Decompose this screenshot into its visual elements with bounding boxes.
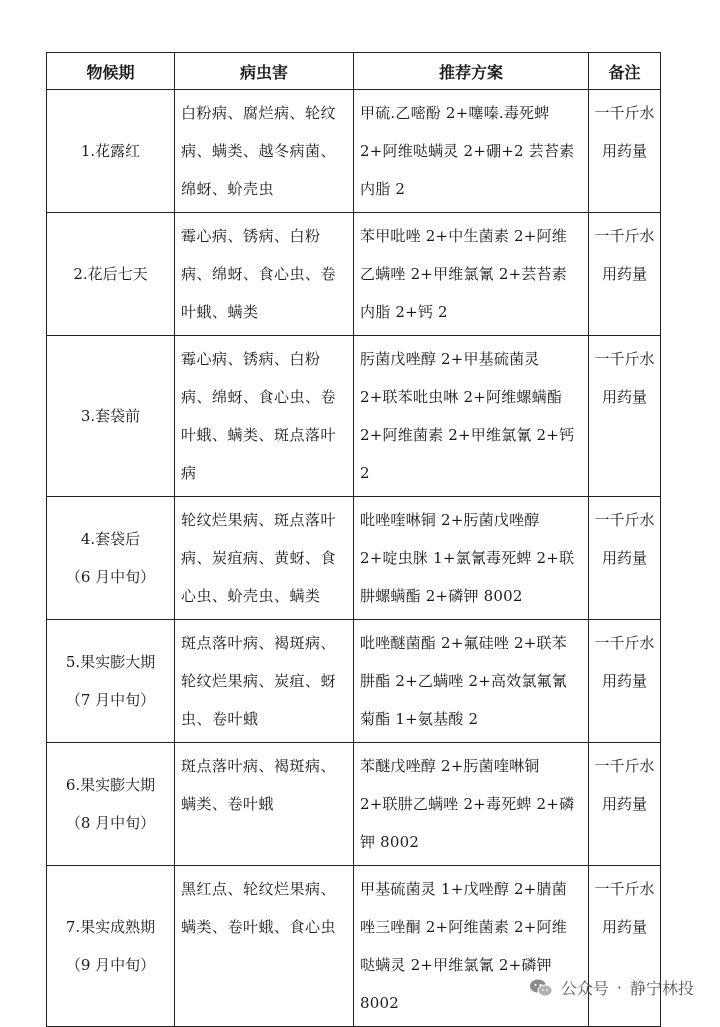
period-label: 7.果实成熟期 xyxy=(65,918,156,936)
period-label: 4.套袋后 xyxy=(80,530,141,548)
table-row xyxy=(47,866,661,1027)
plan-cell: 甲硫.乙嘧酚 2+噻嗪.毒死蜱 2+阿维哒螨灵 2+硼+2 芸苔素内脂 2 xyxy=(354,90,589,213)
table-row xyxy=(47,336,661,497)
note-cell: 一千斤水用药量 xyxy=(589,497,661,620)
period-cell xyxy=(47,213,175,336)
table-row xyxy=(47,743,661,866)
plan-cell: 肟菌戊唑醇 2+甲基硫菌灵 2+联苯吡虫啉 2+阿维螺螨酯 2+阿维菌素 2+甲维氯氰 2+钙 2 xyxy=(354,336,589,497)
table-row xyxy=(47,90,661,213)
plan-cell: 吡唑醚菌酯 2+氟硅唑 2+联苯肼酯 2+乙螨唑 2+高效氯氟氰菊酯 1+氨基酸 2 xyxy=(354,620,589,743)
period-label: 2.花后七天 xyxy=(73,265,148,283)
period-cell xyxy=(47,90,175,213)
plan-cell: 苯甲吡唑 2+中生菌素 2+阿维乙螨唑 2+甲维氯氰 2+芸苔素内脂 2+钙 2 xyxy=(354,213,589,336)
pests-cell: 黑红点、轮纹烂果病、螨类、卷叶蛾、食心虫 xyxy=(175,866,354,1027)
period-cell xyxy=(47,743,175,866)
table-row xyxy=(47,213,661,336)
watermark-account-name: 静宁林投 xyxy=(629,979,694,998)
note-cell: 一千斤水用药量 xyxy=(589,743,661,866)
period-date: （9 月中旬） xyxy=(65,956,156,974)
watermark-separator: · xyxy=(616,978,622,997)
table-row xyxy=(47,620,661,743)
period-cell xyxy=(47,336,175,497)
header-plan: 推荐方案 xyxy=(354,53,589,90)
pest-control-table-container xyxy=(46,52,660,1027)
period-date: （8 月中旬） xyxy=(65,814,156,832)
pest-control-table xyxy=(46,52,661,1027)
period-date: （7 月中旬） xyxy=(65,691,156,709)
note-cell: 一千斤水用药量 xyxy=(589,866,661,1027)
plan-cell: 苯醚戊唑醇 2+肟菌喹啉铜 2+联肼乙螨唑 2+毒死蜱 2+磷钾 8002 xyxy=(354,743,589,866)
period-label: 3.套袋前 xyxy=(80,407,141,425)
plan-cell: 吡唑喹啉铜 2+肟菌戊唑醇 2+啶虫脒 1+氯氰毒死蜱 2+联肼螺螨酯 2+磷钾 8002 xyxy=(354,497,589,620)
wechat-watermark xyxy=(529,976,694,999)
period-cell xyxy=(47,497,175,620)
note-cell: 一千斤水用药量 xyxy=(589,90,661,213)
table-header-row xyxy=(47,53,661,90)
note-cell: 一千斤水用药量 xyxy=(589,336,661,497)
watermark-account-type: 公众号 xyxy=(560,979,609,998)
period-label: 5.果实膨大期 xyxy=(65,653,156,671)
header-note: 备注 xyxy=(589,53,661,90)
note-cell: 一千斤水用药量 xyxy=(589,213,661,336)
pests-cell: 白粉病、腐烂病、轮纹病、螨类、越冬病菌、绵蚜、蚧壳虫 xyxy=(175,90,354,213)
table-row xyxy=(47,497,661,620)
pests-cell: 斑点落叶病、褐斑病、螨类、卷叶蛾 xyxy=(175,743,354,866)
plan-cell: 甲基硫菌灵 1+戊唑醇 2+腈菌唑三唑酮 2+阿维菌素 2+阿维哒螨灵 2+甲维氯氰 2+磷钾 8002 xyxy=(354,866,589,1027)
pests-cell: 轮纹烂果病、斑点落叶病、炭疽病、黄蚜、食心虫、蚧壳虫、螨类 xyxy=(175,497,354,620)
header-period: 物候期 xyxy=(47,53,175,90)
pests-cell: 霉心病、锈病、白粉病、绵蚜、食心虫、卷叶蛾、螨类、斑点落叶病 xyxy=(175,336,354,497)
pests-cell: 霉心病、锈病、白粉病、绵蚜、食心虫、卷叶蛾、螨类 xyxy=(175,213,354,336)
period-date: （6 月中旬） xyxy=(65,568,156,586)
period-cell xyxy=(47,620,175,743)
period-cell xyxy=(47,866,175,1027)
note-cell: 一千斤水用药量 xyxy=(589,620,661,743)
header-pests: 病虫害 xyxy=(175,53,354,90)
wechat-icon xyxy=(529,978,553,998)
pests-cell: 斑点落叶病、褐斑病、轮纹烂果病、炭疽、蚜虫、卷叶蛾 xyxy=(175,620,354,743)
period-label: 6.果实膨大期 xyxy=(65,776,156,794)
period-label: 1.花露红 xyxy=(80,142,141,160)
